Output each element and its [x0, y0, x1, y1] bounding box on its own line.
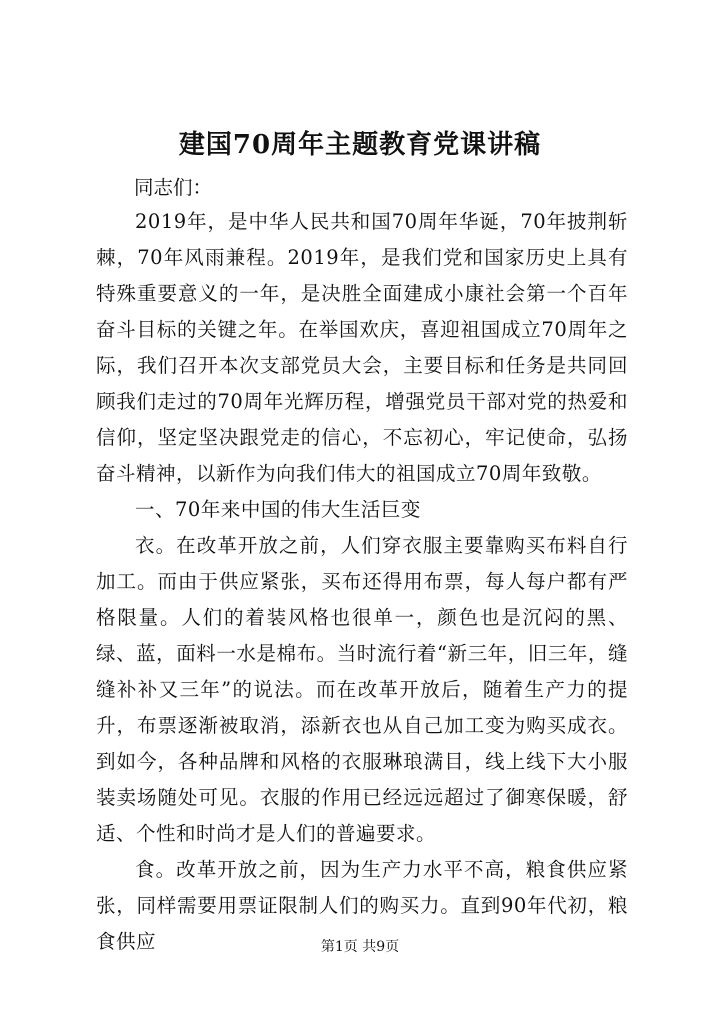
intro-paragraph: 2019年，是中华人民共和国70周年华诞，70年披荆斩棘，70年风雨兼程。2019年，是我们党和国家历史上具有特殊重要意义的一年，是决胜全面建成小康社会第一个百年奋斗目标的关键之年。在举国欢庆，喜迎祖国成立70周年之际，我们召开本次支部党员大会，主要目标和任务是共同回顾我们走过的70周年光辉历程，增强党员干部对党的热爱和信仰，坚定坚决跟党走的信心，不忘初心，牢记使命，弘扬奋斗精神，以新作为向我们伟大的祖国成立70周年致敬。	[96, 210, 628, 485]
salutation: 同志们：	[134, 176, 213, 199]
clothing-paragraph: 衣。在改革开放之前，人们穿衣服主要靠购买布料自行加工。而由于供应紧张，买布还得用布票，每人每户都有严格限量。人们的着装风格也很单一，颜色也是沉闷的黑、绿、蓝，面料一水是棉布。当时流行着“新三年，旧三年，缝缝补补又三年”的说法。而在改革开放后，随着生产力的提升，布票逐渐被取消，添新衣也从自己加工变为购买成衣。到如今，各种品牌和风格的衣服琳琅满目，线上线下大小服装卖场随处可见。衣服的作用已经远远超过了御寒保暖，舒适、个性和时尚才是人们的普遍要求。	[96, 534, 628, 845]
document-body	[96, 204, 628, 960]
food-paragraph: 食。改革开放之前，因为生产力水平不高，粮食供应紧张，同样需要用票证限制人们的购买力。直到90年代初，粮食供应	[96, 858, 628, 953]
document-title: 建国70周年主题教育党课讲稿	[178, 130, 542, 160]
section-heading: 一、70年来中国的伟大生活巨变	[135, 498, 421, 521]
page-footer: 第1页 共9页	[320, 939, 400, 955]
